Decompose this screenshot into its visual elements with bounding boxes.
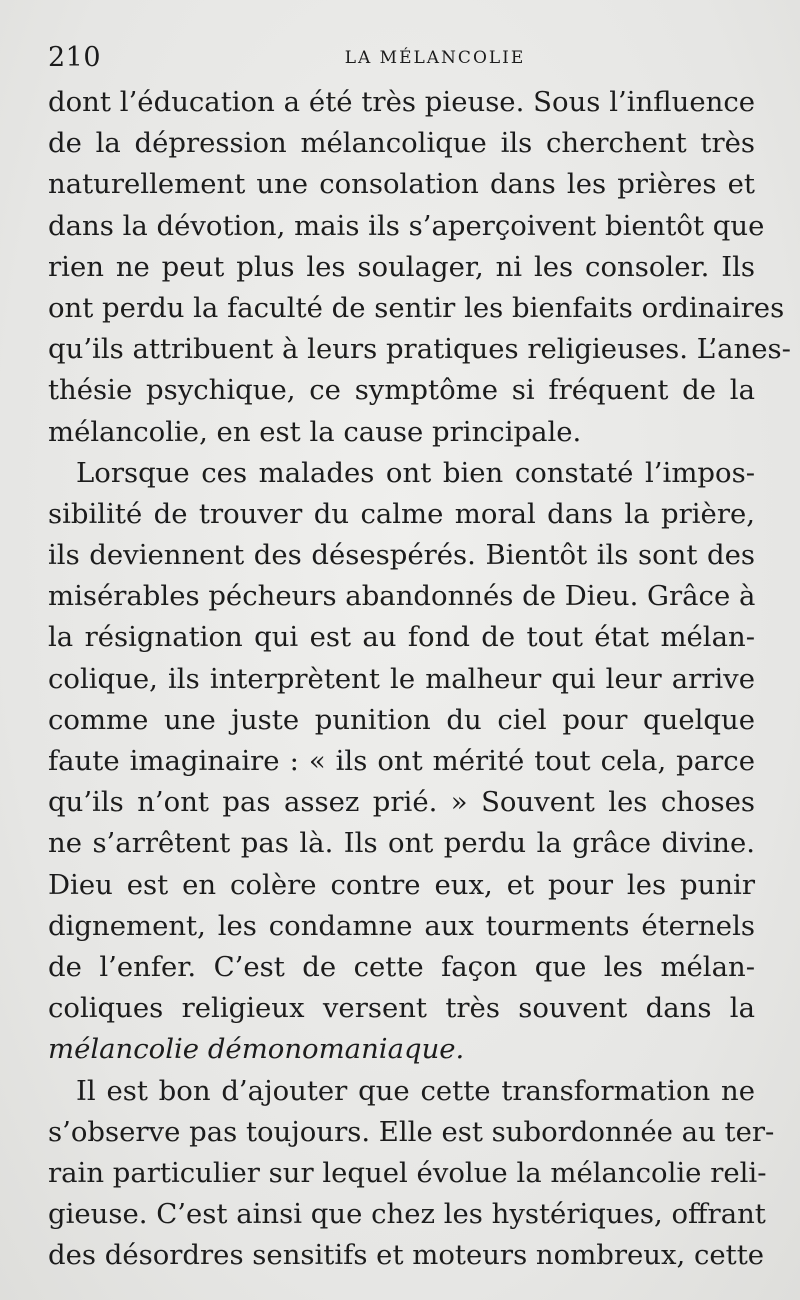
text-line: Il est bon d’ajouter que cette transformation ne <box>76 1074 755 1107</box>
italic-text-line <box>48 1029 755 1070</box>
page-header <box>48 40 752 76</box>
text-line: sibilité de trouver du calme moral dans la prière, <box>48 497 755 530</box>
text-line: faute imaginaire : « ils ont mérité tout cela, parce <box>48 745 755 777</box>
page-number: 210 <box>48 42 102 73</box>
text-line: ont perdu la faculté de sentir les bienfaits ordinaires <box>48 291 785 324</box>
text-line: qu’ils n’ont pas assez prié. » Souvent les choses <box>48 786 755 819</box>
text-line: ils deviennent des désespérés. Bientôt ils sont des <box>48 539 755 572</box>
text-line: la résignation qui est au fond de tout état mélan- <box>48 621 755 654</box>
text-line: mélancolie, en est la cause principale. <box>48 415 582 448</box>
text-line: dans la dévotion, mais ils s’aperçoivent bientôt que <box>48 209 765 242</box>
text-line: qu’ils attribuent à leurs pratiques religieuses. L’anes- <box>48 333 791 366</box>
text-line: ne s’arrêtent pas là. Ils ont perdu la grâce divine. <box>48 827 755 860</box>
text-line: gieuse. C’est ainsi que chez les hystériques, offrant <box>48 1198 766 1231</box>
text-line: Lorsque ces malades ont bien constaté l’impos- <box>76 456 755 489</box>
text-line: de la dépression mélancolique ils cherchent très <box>48 127 755 160</box>
text-line: misérables pécheurs abandonnés de Dieu. Grâce à <box>48 580 756 613</box>
text-line: s’observe pas toujours. Elle est subordonnée au ter- <box>48 1115 775 1148</box>
text-line: dignement, les condamne aux tourments éternels <box>48 909 755 942</box>
text-line: thésie psychique, ce symptôme si fréquent de la <box>48 374 755 407</box>
text-line: colique, ils interprètent le malheur qui leur arrive <box>48 662 755 695</box>
text-line: Dieu est en colère contre eux, et pour les punir <box>48 868 755 901</box>
text-line: comme une juste punition du ciel pour quelque <box>48 703 755 736</box>
body-text <box>48 82 791 1276</box>
italic-phrase: mélancolie démonomaniaque. <box>48 1033 465 1066</box>
text-line: coliques religieux versent très souvent dans la <box>48 992 755 1025</box>
running-title: LA MÉLANCOLIE <box>344 48 526 68</box>
text-line: rien ne peut plus les soulager, ni les consoler. Ils <box>48 250 755 283</box>
text-line: rain particulier sur lequel évolue la mélancolie reli- <box>48 1156 767 1189</box>
text-line: des désordres sensitifs et moteurs nombreux, cette <box>48 1239 765 1272</box>
text-line: dont l’éducation a été très pieuse. Sous l’influence <box>48 86 755 118</box>
text-line: naturellement une consolation dans les prières et <box>48 168 755 201</box>
text-line: de l’enfer. C’est de cette façon que les mélan- <box>48 950 755 983</box>
